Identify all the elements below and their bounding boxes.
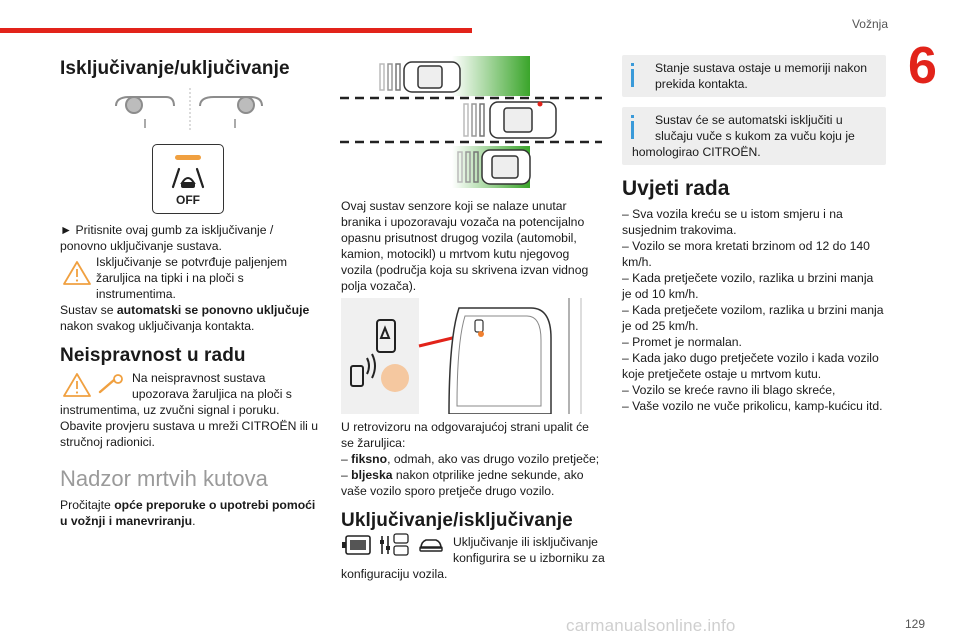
condition-item: – Sva vozila kreću se u istom smjeru i na susjednim trakovima. [622, 207, 843, 237]
condition-item: – Vaše vozilo ne vuče prikolicu, kamp-kućicu itd. [622, 399, 883, 413]
heading-conditions: Uvjeti rada [622, 177, 730, 200]
malfunction-lead: Na neispravnost sustava [132, 371, 266, 385]
warning1-line2: žaruljica na tipki i na ploči s instrumentima. [96, 271, 244, 301]
own-car-icon [464, 102, 556, 139]
header-red-bar [0, 28, 472, 33]
heading-blind-spot: Nadzor mrtvih kutova [60, 466, 268, 491]
warning1-lead: Isključivanje se potvrđuje paljenjem [96, 255, 288, 269]
malfunction-line2: upozorava žaruljica na ploči s [132, 387, 292, 401]
lamp-glow [381, 364, 409, 392]
condition-item: – Kada pretječete vozilom, razlika u brzini manja je od 25 km/h. [622, 303, 884, 333]
watermark: carmanualsonline.info [566, 616, 736, 635]
button-indicator-led [175, 155, 201, 160]
blind-spot-zones-diagram [340, 56, 602, 190]
condition-item: – Kada jako dugo pretječete vozilo i kada vozilo koje pretječete ostaje u mrtvom kutu. [622, 351, 879, 381]
heading-activation: Uključivanje/isključivanje [341, 510, 573, 531]
chapter-number: 6 [908, 37, 937, 95]
upper-car-icon [380, 62, 460, 92]
mode-fixed: – fiksno, odmah, ako vas drugo vozilo pretječe; [341, 452, 600, 466]
heading-toggle: Isključivanje/uključivanje [60, 58, 290, 79]
settings-menu-icon [378, 532, 410, 558]
read-recommendations: Pročitajte opće preporuke o upotrebi pomoći u vožnji i manevriranju. [60, 498, 316, 528]
info-box-towing [622, 107, 886, 165]
toggle-instruction: ► Pritisnite ovaj gumb za isključivanje / ponovno uključivanje sustava. [60, 223, 274, 253]
condition-item: – Vozilo se mora kretati brzinom od 12 do 140 km/h. [622, 239, 870, 269]
activation-line2: konfigurira se u izborniku za [453, 551, 605, 565]
left-dashboard-icon [116, 97, 174, 128]
car-settings-icon [418, 536, 444, 554]
mirror-lamp-intro: U retrovizoru na odgovarajućoj strani upalit će se žaruljica: [341, 420, 589, 450]
condition-item: – Kada pretječete vozilo, razlika u brzini manja je od 10 km/h. [622, 271, 874, 301]
activation-line3: konfiguraciju vozila. [341, 567, 448, 581]
condition-item: – Promet je normalan. [622, 335, 742, 349]
info-icon [631, 63, 634, 66]
system-description: Ovaj sustav senzore koji se nalaze unutar branika i upozoravaju vozača na potencijalno opasnu prisutnost drugog vozila (automobil, kamion, motocikl) u mrtvom kutu njegovog vozila (područja koja su skrivena izvan vidnog polja vozača). [341, 199, 589, 293]
heading-malfunction: Neispravnost u radu [60, 345, 246, 366]
mirror-warning-illustration [341, 298, 603, 414]
info-box-memory [622, 55, 886, 97]
blind-spot-off-button[interactable] [152, 144, 224, 214]
malfunction-line3: instrumentima, uz zvučni signal i poruku. [60, 403, 280, 417]
warning-icon [62, 260, 92, 286]
warning-icon-malfunction [62, 372, 92, 398]
mode-flashing: – bljeska nakon otprilike jedne sekunde, ako vaše vozilo sporo pretječe drugo vozilo. [341, 468, 584, 498]
touchscreen-icon [342, 534, 372, 556]
right-dashboard-icon [200, 97, 262, 128]
service-advice: Obavite provjeru sustava u mreži CITROËN ili u stručnoj radionici. [60, 419, 319, 449]
mirror-housing [449, 308, 551, 414]
service-wrench-icon [96, 374, 126, 396]
info-memory-text: Stanje sustava ostaje u memoriji nakon prekida kontakta. [655, 61, 868, 91]
info-towing-line3: homologirao CITROËN. [632, 145, 761, 159]
info-towing-line2: slučaju vuče s kukom za vuču koju je [655, 129, 855, 143]
car-waves-icon [171, 165, 205, 191]
mirror-lamp-dot [478, 331, 484, 337]
steering-wheel-diagram [110, 88, 270, 130]
section-label: Vožnja [851, 17, 888, 31]
info-towing-line1: Sustav će se automatski isključiti u [655, 113, 843, 127]
page-number: 129 [905, 617, 926, 631]
info-icon-2 [631, 115, 634, 118]
condition-item: – Vozilo se kreće ravno ili blago skreće, [622, 383, 836, 397]
off-label: OFF [176, 193, 200, 207]
auto-reactivate-note: Sustav se automatski se ponovno uključuje nakon svakog uključivanja kontakta. [60, 303, 310, 333]
conditions-list [622, 206, 886, 414]
zoom-inset [341, 298, 419, 414]
activation-lead: Uključivanje ili isključivanje [453, 535, 598, 549]
upper-detection-zone [452, 56, 530, 96]
